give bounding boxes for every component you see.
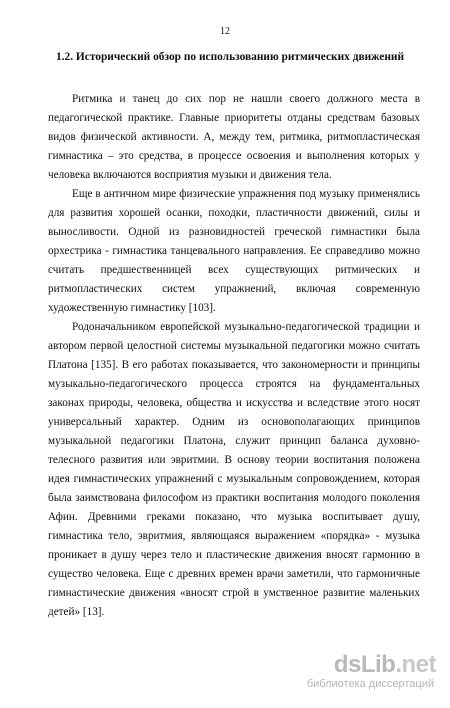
page-number: 12 [220,26,230,37]
watermark-logo-main: dsLib [333,651,396,678]
paragraph-2: Еще в античном мире физические упражнения под музыку применялись для развития хорошей осанки, походки, пластичности движений, силы и выносливости. Одной из разновидностей греческой гимнастики была орхестрика - гимнастика танцевального направления. Ее справедливо можно считать предшественницей всех существующих ритмических и ритмопластических систем упражнений, включая современную художественную гимнастику [103]. [48,188,420,314]
watermark-subtitle: библиотека диссертаций [306,678,434,690]
document-body [48,90,420,622]
section-heading: 1.2. Исторический обзор по использованию ритмических движений [55,51,405,63]
paragraph-1: Ритмика и танец до сих пор не нашли своего должного места в педагогической практике. Главные приоритеты отданы средствам базовых видов физической активности. А, между тем, ритмика, ритмопластическая гимнастика – это средства, в процессе освоения и выполнения которых у человека включаются восприятия музыки и движения тела. [48,93,420,181]
watermark-logo [334,652,436,678]
watermark [250,652,436,696]
paragraph-3: Родоначальником европейской музыкально-педагогической традиции и автором первой целостной системы музыкальной педагогики можно считать Платона [135]. В его работах показывается, что закономерности и принципы музыкально-педагогического процесса строятся на фундаментальных законах природы, человека, общества и искусства и вследствие этого носят универсальный характер. Одним из основополагающих принципов музыкальной педагогики Платона, служит принцип баланса духовно-телесного развития или эвритмии. В основу теории воспитания положена идея гимнастических упражнений с музыкальным сопровождением, которая была заимствована философом из практики воспитания молодого поколения Афин. Древними греками показано, что музыка воспитывает душу, гимнастика тело, эвритмия, являющаяся выражением «порядка» - музыка проникает в душу через тело и пластические движения вносят гармонию в существо человека. Еще с древних времен врачи заметили, что гармоничные гимнастические движения «вносят строй в умственное развитие маленьких детей» [13]. [48,321,420,618]
watermark-logo-suffix: .net [395,651,436,678]
